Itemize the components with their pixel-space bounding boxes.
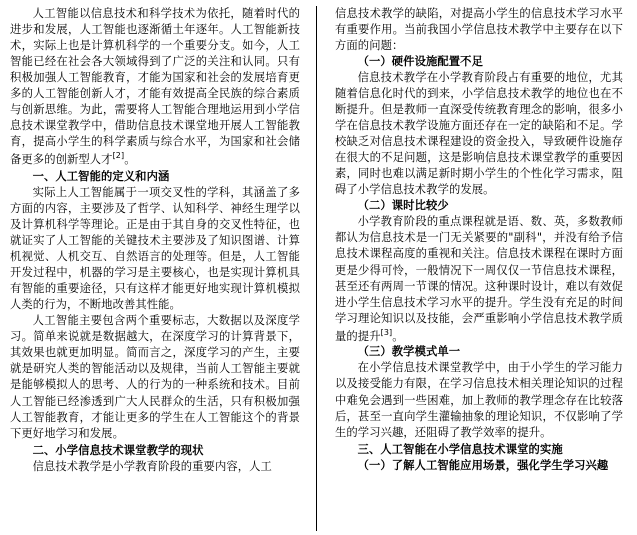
paragraph: 信息技术教学的缺陷，对提高小学生的信息技术学习水平有重要作用。当前我国小学信息技术教学中主要存在以下方面的问题： bbox=[335, 7, 623, 53]
subsection-heading: （一）硬件设施配置不足 bbox=[357, 55, 483, 69]
subsection-heading: （一）了解人工智能应用场景，强化学生学习兴趣 bbox=[357, 458, 609, 472]
paragraph: 实际上人工智能属于一项交叉性的学科，其涵盖了多方面的内容，主要涉及了哲学、认知科学、神经生理学以及计算机科学等理论。正是由于其自身的交叉性特征，也就证实了人工智能的关键技术主要涉及了知识图谱、计算机视觉、人机交互、自然语言的处理等。但是，人工智能开发过程中，机器的学习是主要核心，也是实现计算机具有智能的重要途径，只有这样才能更好地实现计算机模拟人类的行为，不断地改善其性能。 bbox=[10, 186, 300, 312]
paragraph: 信息技术教学是小学教育阶段的重要内容，人工 bbox=[32, 459, 272, 473]
subsection-heading: （三）教学模式单一 bbox=[357, 345, 461, 359]
footnote-marker: [2] bbox=[112, 151, 125, 161]
column-divider bbox=[316, 6, 317, 531]
section-heading: 三、人工智能在小学信息技术课堂的实施 bbox=[357, 442, 563, 456]
section-heading: 一、人工智能的定义和内涵 bbox=[32, 170, 170, 184]
paragraph: 小学教育阶段的重点课程就是语、数、英，多数教师都认为信息技术是一门无关紧要的"副科"，并没有给予信息技术课程高度的重视和关注。信息技术课程在课时方面更是少得可怜，一般情况下一周仅仅一节信息技术课程，甚至还有两周一节课的情况。这种课时设计，难以有效促进小学生信息技术学习水平的提升。学生没有充足的时间学习理论知识以及技能，会严重影响小学信息技术教学质量的提升[3]。 bbox=[335, 215, 623, 343]
right-column bbox=[323, 6, 623, 531]
paragraph: 信息技术教学在小学教育阶段占有重要的地位，尤其随着信息化时代的到来，小学信息技术教学的地位也在不断提升。但是教师一直深受传统教育理念的影响，很多小学在信息技术教学设施方面还存在一定的缺陷和不足。学校缺乏对信息技术课程建设的资金投入，导致硬件设施存在很大的不足问题，这是影响信息技术课堂教学的重要因素，同时也难以满足新时期小学生的个性化学习需求，阻碍了小学信息技术教学的发展。 bbox=[335, 71, 623, 197]
left-column bbox=[10, 6, 310, 531]
paragraph: 人工智能主要包含两个重要标志，大数据以及深度学习。简单来说就是数据越大，在深度学习的计算背景下，其效果也就更加明显。简而言之，深度学习的产生，主要就是研究人类的智能活动以及规律，当前人工智能主要就是能够模拟人的思考、人的行为的一种系统和技术。目前人工智能已经渗透到广大人民群众的生活，只有积极加强人工智能教育，才能让更多的学生在人工智能这个的背景下更好地学习和发展。 bbox=[10, 314, 300, 440]
subsection-heading: （二）课时比较少 bbox=[357, 199, 449, 213]
paragraph: 人工智能以信息技术和科学技术为依托，随着时代的进步和发展，人工智能也逐渐循土年逐年。人工智能新技术，实际上也是计算机科学的一个重要分支。如今，人工智能已经在社会各大领域得到了广泛的关注和认同。只有积极加强人工智能教育，才能为国家和社会的发展培育更多的人工智能创新人才，才能有效提高全民族的综合素质与创新思维。为此，需要将人工智能合理地运用到小学信息技术课堂教学中，借助信息技术课堂地开展人工智能教育，提高小学生的科学素质与综合水平，为国家和社会储备更多的创新型人才[2]。 bbox=[10, 7, 300, 167]
paragraph: 在小学信息技术课堂教学中，由于小学生的学习能力以及接受能力有限，在学习信息技术相关理论知识的过程中难免会遇到一些困难，加上教师的教学理念存在比较落后，甚至一直向学生灌输抽象的理论知识，不仅影响了学生的学习兴趣，还阻碍了教学效率的提升。 bbox=[335, 361, 623, 439]
section-heading: 二、小学信息技术课堂教学的现状 bbox=[32, 443, 204, 457]
footnote-marker: [3] bbox=[380, 327, 393, 337]
